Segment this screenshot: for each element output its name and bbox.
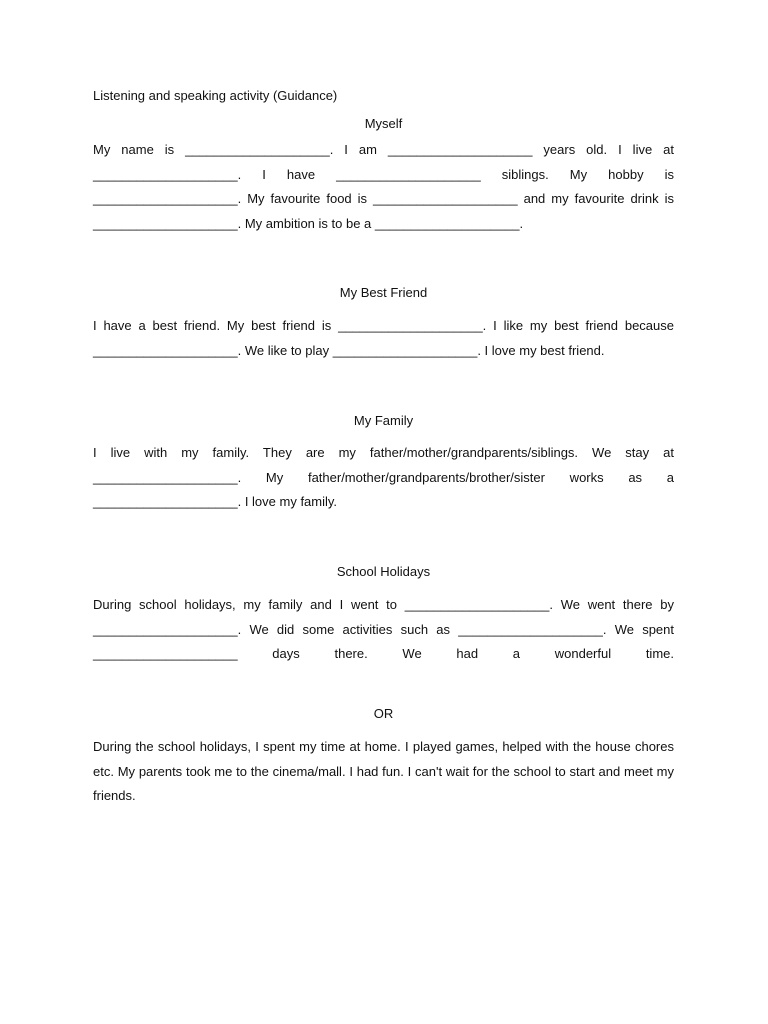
paragraph-school-holidays: During school holidays, my family and I went to ____________________. We went there by ____________________. We did some activities such as ____________________. We spent ____________________ days there. We had a wonderful time.	[93, 597, 674, 662]
heading-school-holidays: School Holidays	[336, 564, 431, 579]
heading-my-family: My Family	[353, 413, 414, 428]
heading-my-best-friend: My Best Friend	[339, 285, 428, 300]
paragraph-home-holidays: During the school holidays, I spent my time at home. I played games, helped with the house chores etc. My parents took me to the cinema/mall. I had fun. I can't wait for the school to start and meet my friends.	[93, 739, 674, 804]
paragraph-myself: My name is ____________________. I am ____________________ years old. I live at ____________________. I have ____________________ siblings. My hobby is ____________________. My favourite food is ____________________ and my favourite drink is ____________________. My ambition is to be a ____________________.	[93, 142, 674, 231]
paragraph-my-best-friend: I have a best friend. My best friend is ____________________. I like my best friend because ____________________. We like to play ____________________. I love my best friend.	[93, 318, 674, 358]
worksheet-page	[93, 0, 674, 1024]
document-title: Listening and speaking activity (Guidance)	[93, 88, 338, 103]
heading-myself: Myself	[364, 116, 403, 131]
paragraph-my-family: I live with my family. They are my father/mother/grandparents/siblings. We stay at ____________________. My father/mother/grandparents/brother/sister works as a ____________________. I love my family.	[93, 445, 674, 510]
heading-or: OR	[373, 706, 394, 721]
